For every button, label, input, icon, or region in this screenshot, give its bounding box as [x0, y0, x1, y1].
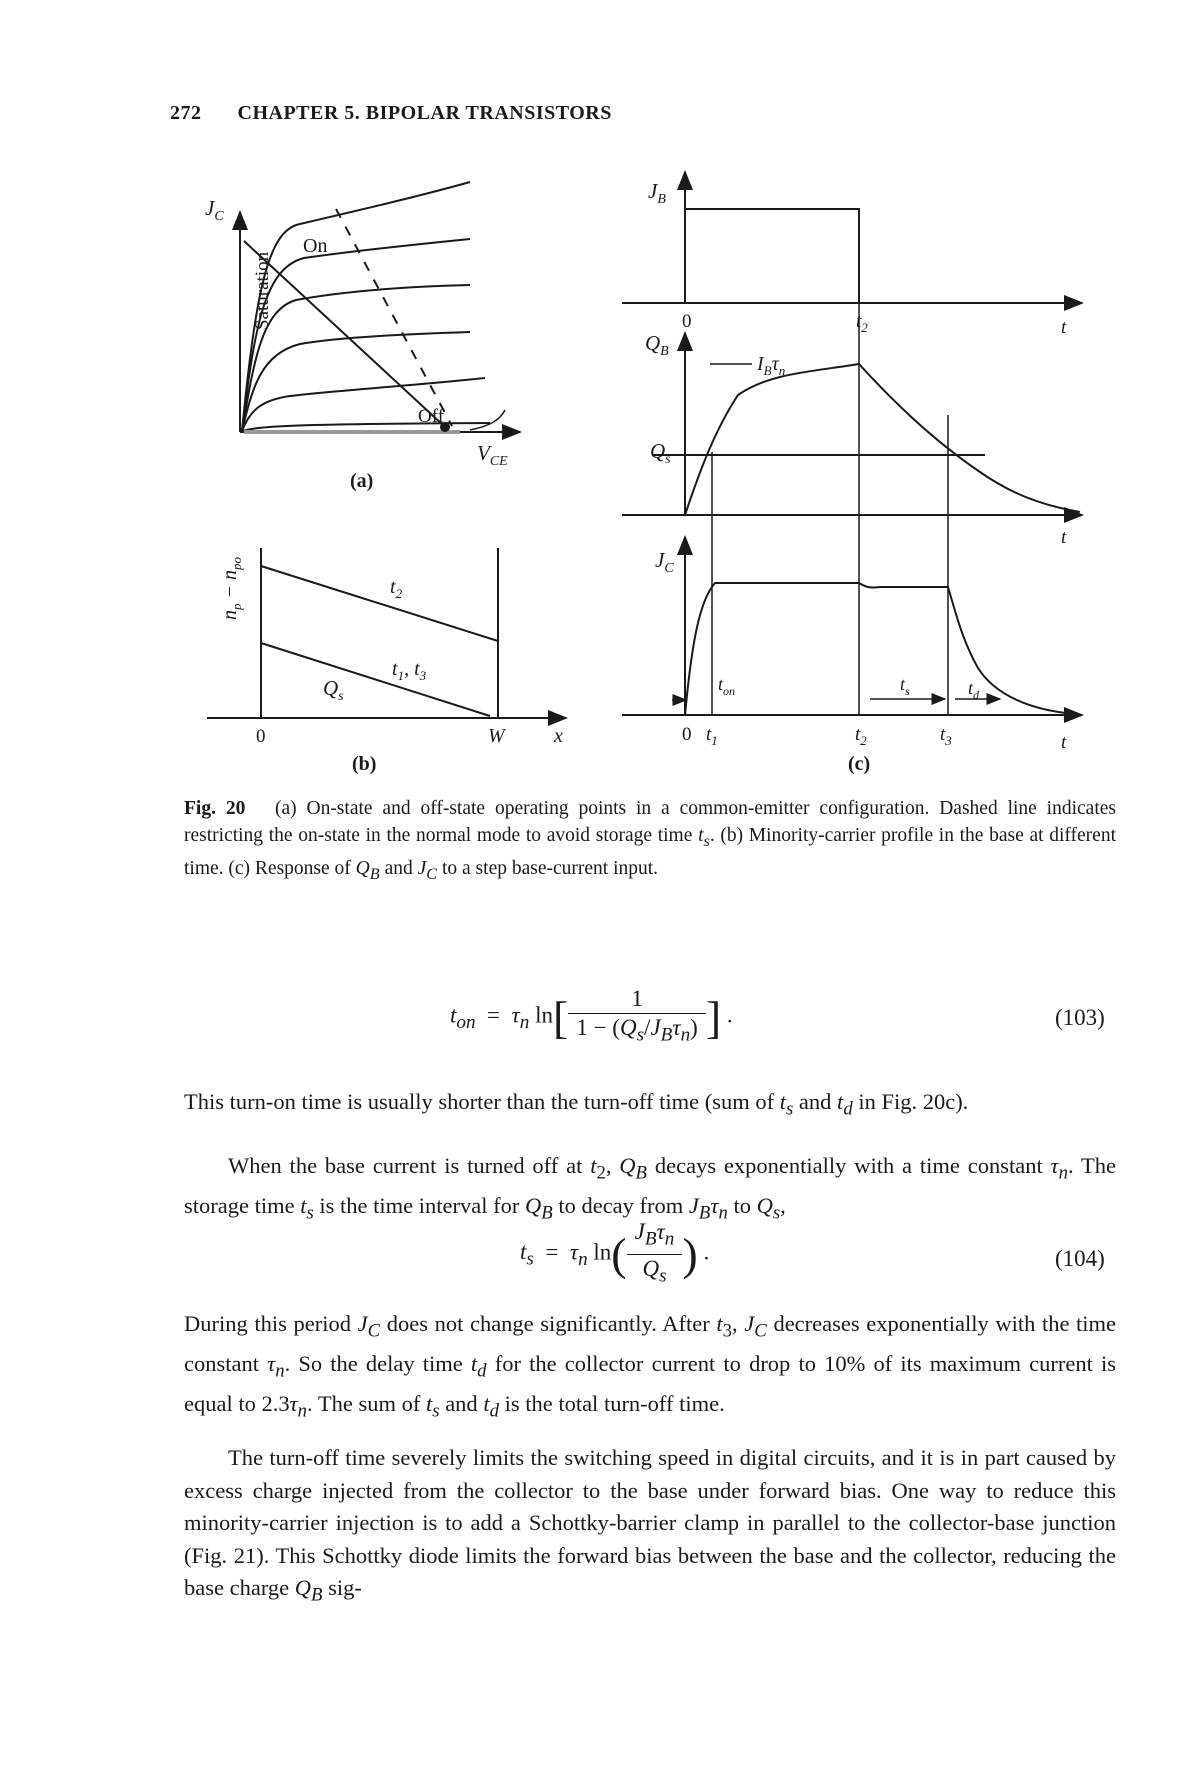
- panel-b-qs: $Q_s$: [323, 676, 344, 704]
- off-label: Off: [418, 406, 445, 427]
- ic-curve-5: [242, 239, 470, 431]
- jc-t: t: [1061, 732, 1067, 753]
- panel-b-w: W: [488, 725, 505, 747]
- profile-t1-t3: [261, 643, 490, 716]
- jb-pulse: [685, 209, 859, 303]
- panel-b-t1-t3: $t_1$, $t_3$: [392, 658, 427, 683]
- jb-label: $J_B$: [648, 179, 666, 207]
- jc-zero: 0: [682, 724, 692, 745]
- panel-b-t2: $t_2$: [390, 576, 403, 601]
- paragraph-3: During this period $J_C$ does not change significantly. After $t_3$, $J_C$ decreases exponentially with the time constant $\tau_n$. So the delay time $t_d$ for the collector current to drop to 10% of its maximum current is equal to $2.3\tau_n$. The sum of $t_s$ and $t_d$ is the total turn-off time.: [184, 1311, 1117, 1422]
- paragraph-1: This turn-on time is usually shorter than the turn-off time (sum of $t_s$ and $t_d$ in Fig. 20c).: [184, 1089, 969, 1120]
- qb-label: $Q_B$: [645, 331, 669, 359]
- jc-t3: $t_3$: [940, 724, 952, 748]
- jb-zero: 0: [682, 311, 692, 332]
- on-label: On: [303, 235, 328, 257]
- qb-curve: [685, 364, 1080, 515]
- ts-label: $t_s$: [900, 674, 910, 698]
- panel-b: [207, 548, 566, 718]
- panel-a-ylabel: $J_C$: [205, 196, 224, 224]
- figure-20: [0, 0, 1197, 800]
- restriction-dashed-line: [336, 209, 452, 426]
- paragraph-2: When the base current is turned off at $t_2$, $Q_B$ decays exponentially with a time constant $\tau_n$. The storage time $t_s$ is the time interval for $Q_B$ to decay from $J_B\tau_n$ to $Q_s$,: [184, 1153, 1117, 1224]
- ton-label: $t_{on}$: [718, 674, 736, 698]
- figure-label: Fig. 20: [184, 798, 246, 819]
- td-label: $t_d$: [968, 678, 980, 702]
- equation-number: (104): [1055, 1246, 1105, 1271]
- panel-b-ylabel: $n_p - n_{po}$: [219, 557, 244, 620]
- chapter-title: CHAPTER 5. BIPOLAR TRANSISTORS: [237, 102, 612, 124]
- panel-a-letter: (a): [350, 470, 374, 492]
- qs-label: $Q_s$: [650, 439, 671, 467]
- figure-caption: Fig. 20 (a) On-state and off-state operating points in a common-emitter configuration. Dashed line indicates restricting the on-state in the normal mode to avoid storage time $t_s$. (b) Minority-carrier profile in the base at different time. (c) Response of $Q_B$ and $J_C$ to a step base-current input.: [184, 798, 1116, 883]
- paragraph-4: The turn-off time severely limits the switching speed in digital circuits, and it is in part caused by excess charge injected from the collector to the base under forward bias. One way to reduce this minority-carrier injection is to add a Schottky-barrier clamp in parallel to the collector-base junction (Fig. 21). This Schottky diode limits the forward bias between the base and the collector, reducing the base charge $Q_B$ sig-: [184, 1445, 1116, 1606]
- jb-t: t: [1061, 317, 1067, 338]
- panel-a: [240, 182, 520, 432]
- panel-b-x: x: [554, 725, 563, 747]
- panel-a-xlabel: $V_{CE}$: [477, 441, 508, 469]
- panel-b-letter: (b): [352, 753, 377, 775]
- off-tail: [470, 410, 505, 430]
- jc-t2: $t_2$: [855, 724, 867, 748]
- page-number: 272: [170, 102, 202, 124]
- equation-number: (103): [1055, 1005, 1105, 1030]
- jc-curve: [685, 583, 1075, 715]
- jc-label: $J_C$: [655, 548, 674, 576]
- profile-t2: [261, 566, 498, 641]
- panel-c: [622, 172, 1082, 715]
- panel-c-letter: (c): [848, 753, 871, 775]
- saturation-label: Saturation: [252, 251, 273, 330]
- panel-b-zero: 0: [256, 726, 266, 747]
- ic-curve-1: [242, 423, 490, 431]
- jb-t2: $t_2$: [856, 311, 868, 335]
- jc-t1: $t_1$: [706, 724, 718, 748]
- ibtn-label: $I_B\tau_n$: [757, 353, 786, 378]
- qb-t: t: [1061, 527, 1067, 548]
